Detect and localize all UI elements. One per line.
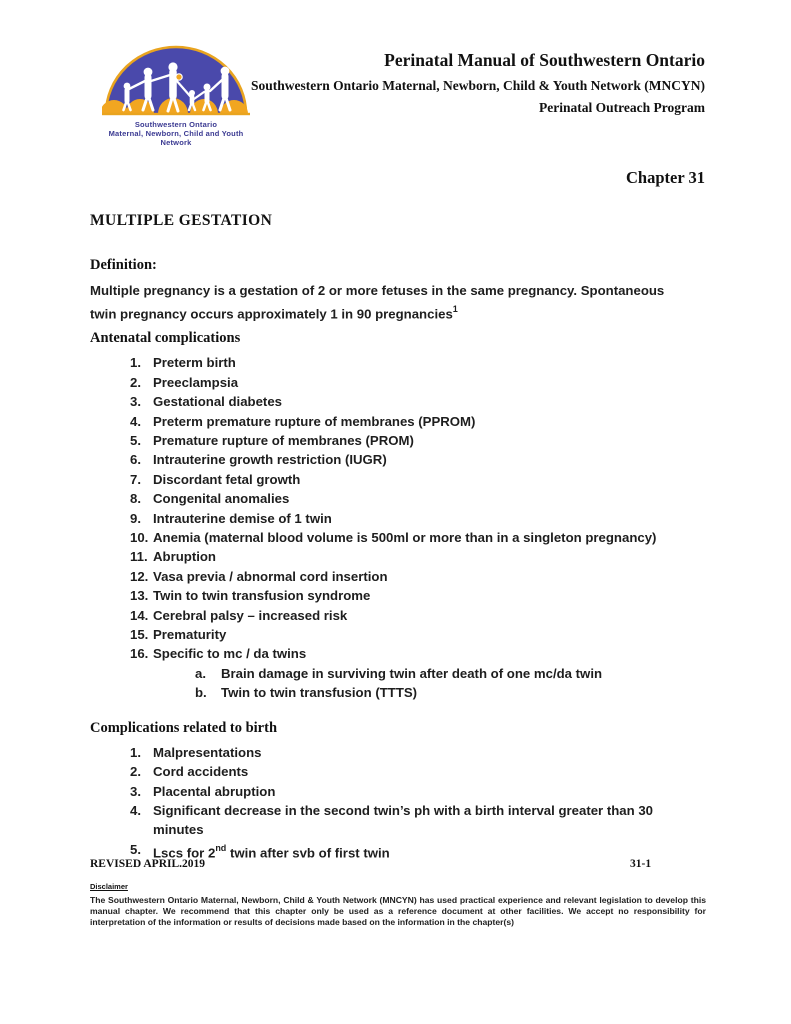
logo-caption-line1: Southwestern Ontario	[134, 120, 218, 129]
birth-complications-list	[90, 743, 705, 863]
list-item	[90, 644, 705, 663]
ordinal-superscript: nd	[215, 842, 227, 853]
list-item-text: Intrauterine growth restriction (IUGR)	[153, 452, 387, 468]
list-item-text: Specific to mc / da twins	[153, 646, 307, 662]
list-item-text: Congenital anomalies	[153, 491, 290, 507]
list-item-text: Gestational diabetes	[153, 394, 282, 410]
list-item-number: 13.	[130, 588, 149, 604]
list-item	[90, 782, 705, 801]
list-item-text: Cerebral palsy – increased risk	[153, 607, 348, 623]
list-item-number: 5.	[130, 433, 141, 449]
list-item-text: Vasa previa / abnormal cord insertion	[153, 568, 388, 584]
list-item-text: Preterm premature rupture of membranes (PPROM)	[153, 413, 476, 429]
list-item-number: 4.	[130, 802, 141, 818]
list-item-number: 14.	[130, 607, 149, 623]
list-item-number: 5.	[130, 841, 141, 857]
list-item-text: Intrauterine demise of 1 twin	[153, 510, 332, 526]
list-item	[90, 509, 705, 528]
list-item	[90, 373, 705, 392]
list-item-number: 8.	[130, 491, 141, 507]
list-item	[90, 450, 705, 469]
list-item	[90, 392, 705, 411]
list-item-text: Premature rupture of membranes (PROM)	[153, 433, 414, 449]
list-item-number: 4.	[130, 413, 141, 429]
list-item-number: 10.	[130, 530, 149, 546]
list-item-text: Prematurity	[153, 627, 227, 643]
footnote-reference: 1	[452, 303, 458, 314]
list-item-text: Preeclampsia	[153, 374, 239, 390]
family-dome-icon	[102, 44, 250, 120]
list-item-text: Lscs for 2nd twin after svb of first twin	[153, 842, 390, 861]
list-item-number: 2.	[130, 764, 141, 780]
disclaimer-text: The Southwestern Ontario Maternal, Newborn, Child & Youth Network (MNCYN) has used practical experience and relevant legislation to develop this manual chapter. We recommend that this chapter only be used as a reference document at other facilities. We accept no responsibility for interpretation of the information or results of decisions made based on the information in the chapter(s)	[90, 895, 706, 927]
list-item-number: 1.	[130, 744, 141, 760]
list-item-letter: b.	[195, 685, 207, 701]
list-item	[90, 625, 705, 644]
definition-paragraph	[90, 281, 705, 323]
page-title: MULTIPLE GESTATION	[90, 212, 273, 229]
disclaimer-heading: Disclaimer	[90, 882, 128, 891]
program-name: Perinatal Outreach Program	[539, 100, 705, 115]
chapter-body	[90, 212, 705, 863]
list-item-text: Brain damage in surviving twin after death of one mc/da twin	[221, 665, 603, 681]
list-item	[90, 528, 705, 547]
list-item-number: 3.	[130, 394, 141, 410]
list-item-text: Discordant fetal growth	[153, 471, 301, 487]
list-item	[90, 470, 705, 489]
list-item	[90, 762, 705, 781]
list-item	[90, 606, 705, 625]
list-item-number: 9.	[130, 510, 141, 526]
list-item	[90, 801, 705, 840]
list-item-number: 6.	[130, 452, 141, 468]
list-item-text: Placental abruption	[153, 783, 276, 799]
list-item-number: 1.	[130, 355, 141, 371]
list-item-text: Abruption	[153, 549, 216, 565]
antenatal-list	[90, 353, 705, 702]
list-item-number: 15.	[130, 627, 149, 643]
list-item-text: Twin to twin transfusion (TTTS)	[221, 685, 418, 701]
list-item	[90, 547, 705, 566]
list-item	[90, 353, 705, 372]
list-item-text: Cord accidents	[153, 764, 249, 780]
list-item	[90, 412, 705, 431]
masthead	[235, 50, 705, 116]
list-item	[90, 567, 705, 586]
list-item-number: 2.	[130, 374, 141, 390]
definition-line2: twin pregnancy occurs approximately 1 in 90 pregnancies$^1$	[90, 303, 458, 321]
page-number: 31-1	[630, 858, 652, 870]
list-item	[90, 586, 705, 605]
list-item-number: 12.	[130, 568, 149, 584]
list-item-text: Malpresentations	[153, 744, 262, 760]
list-item-text: Twin to twin transfusion syndrome	[153, 588, 371, 604]
birth-complications-heading: Complications related to birth	[90, 719, 278, 736]
list-item-number: 16.	[130, 646, 149, 662]
definition-heading: Definition:	[90, 257, 157, 273]
logo-caption-line2: Maternal, Newborn, Child and Youth Network	[108, 129, 244, 147]
list-item-number: 7.	[130, 471, 141, 487]
network-subtitle: Southwestern Ontario Maternal, Newborn, Child & Youth Network (MNCYN)	[251, 78, 705, 93]
list-item	[90, 431, 705, 450]
list-item-text: Significant decrease in the second twin’s ph with a birth interval greater than 30 minutes	[153, 802, 654, 838]
sub-list-item	[90, 683, 705, 702]
list-item-number: 3.	[130, 783, 141, 799]
chapter-label: Chapter 31	[626, 168, 705, 187]
list-item-letter: a.	[195, 665, 206, 681]
manual-title: Perinatal Manual of Southwestern Ontario	[384, 50, 705, 70]
antenatal-heading: Antenatal complications	[90, 330, 241, 347]
list-item	[90, 743, 705, 762]
sub-list-item	[90, 664, 705, 683]
list-item	[90, 489, 705, 508]
revised-date: REVISED APRIL.2019	[90, 858, 206, 870]
list-item-text: Preterm birth	[153, 355, 236, 371]
definition-line1: Multiple pregnancy is a gestation of 2 or more fetuses in the same pregnancy. Spontaneous	[90, 283, 665, 298]
list-item-text: Anemia (maternal blood volume is 500ml or more than in a singleton pregnancy)	[153, 530, 657, 546]
list-item-number: 11.	[130, 549, 148, 565]
